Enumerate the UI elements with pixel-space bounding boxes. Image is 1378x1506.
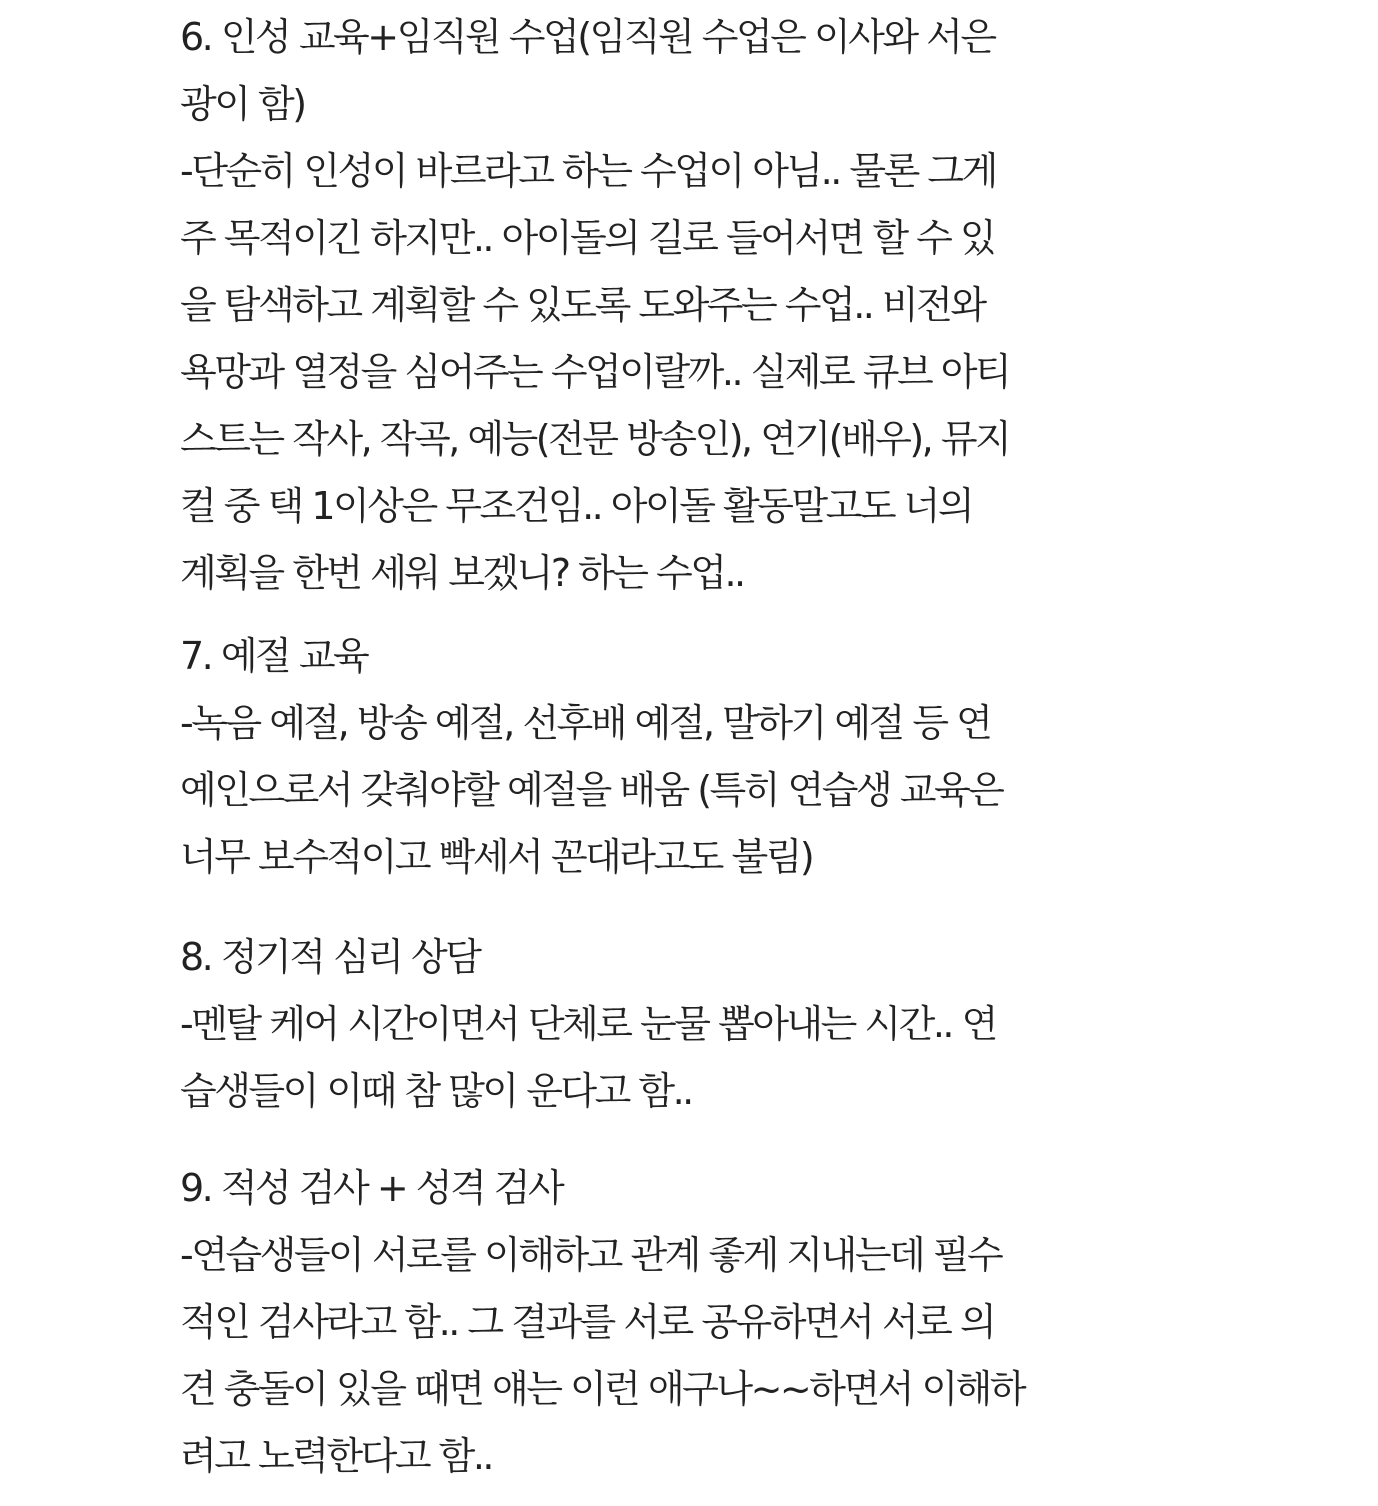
text-line: 견 충돌이 있을 때면 얘는 이런 애구나~~하면서 이해하	[180, 1367, 1025, 1411]
text-line: 습생들이 이때 참 많이 운다고 함..	[180, 1069, 692, 1113]
paragraph-gap	[180, 607, 1020, 623]
post-body	[180, 4, 1025, 1490]
text-line: 너무 보수적이고 빡세서 꼰대라고도 불림)	[180, 835, 813, 879]
section-aptitude-test	[180, 1155, 1025, 1490]
text-line: 스트는 작사, 작곡, 예능(전문 방송인), 연기(배우), 뮤지	[180, 417, 1010, 461]
section-heading: 6. 인성 교육+임직원 수업(임직원 수업은 이사와 서은	[180, 15, 995, 59]
text-line: -녹음 예절, 방송 예절, 선후배 예절, 말하기 예절 등 연	[180, 701, 991, 745]
text-line: 예인으로서 갖춰야할 예절을 배움 (특히 연습생 교육은	[180, 768, 1003, 812]
paragraph-gap	[180, 891, 1020, 924]
text-line: 욕망과 열정을 심어주는 수업이랄까.. 실제로 큐브 아티	[180, 350, 1010, 394]
text-line: 주 목적이긴 하지만.. 아이돌의 길로 들어서면 할 수 있	[180, 216, 995, 260]
text-line: 려고 노력한다고 함..	[180, 1434, 492, 1478]
section-personality-class	[180, 4, 1020, 607]
section-heading: 9. 적성 검사 + 성격 검사	[180, 1166, 563, 1210]
text-line: 적인 검사라고 함.. 그 결과를 서로 공유하면서 서로 의	[180, 1300, 995, 1344]
section-heading: 8. 정기적 심리 상담	[180, 935, 480, 979]
text-line: 컬 중 택 1이상은 무조건임.. 아이돌 활동말고도 너의	[180, 484, 973, 528]
text-line: 계획을 한번 세워 보겠니? 하는 수업..	[180, 551, 744, 595]
text-line: -멘탈 케어 시간이면서 단체로 눈물 뽑아내는 시간.. 연	[180, 1002, 996, 1046]
section-etiquette-class	[180, 623, 1020, 891]
text-line: 광이 함)	[180, 82, 305, 126]
text-line: -연습생들이 서로를 이해하고 관계 좋게 지내는데 필수	[180, 1233, 1002, 1277]
section-counseling	[180, 924, 1020, 1125]
text-line: 을 탐색하고 계획할 수 있도록 도와주는 수업.. 비전와	[180, 283, 985, 327]
paragraph-gap	[180, 1125, 1020, 1155]
text-line: -단순히 인성이 바르라고 하는 수업이 아님.. 물론 그게	[180, 149, 996, 193]
section-heading: 7. 예절 교육	[180, 634, 368, 678]
